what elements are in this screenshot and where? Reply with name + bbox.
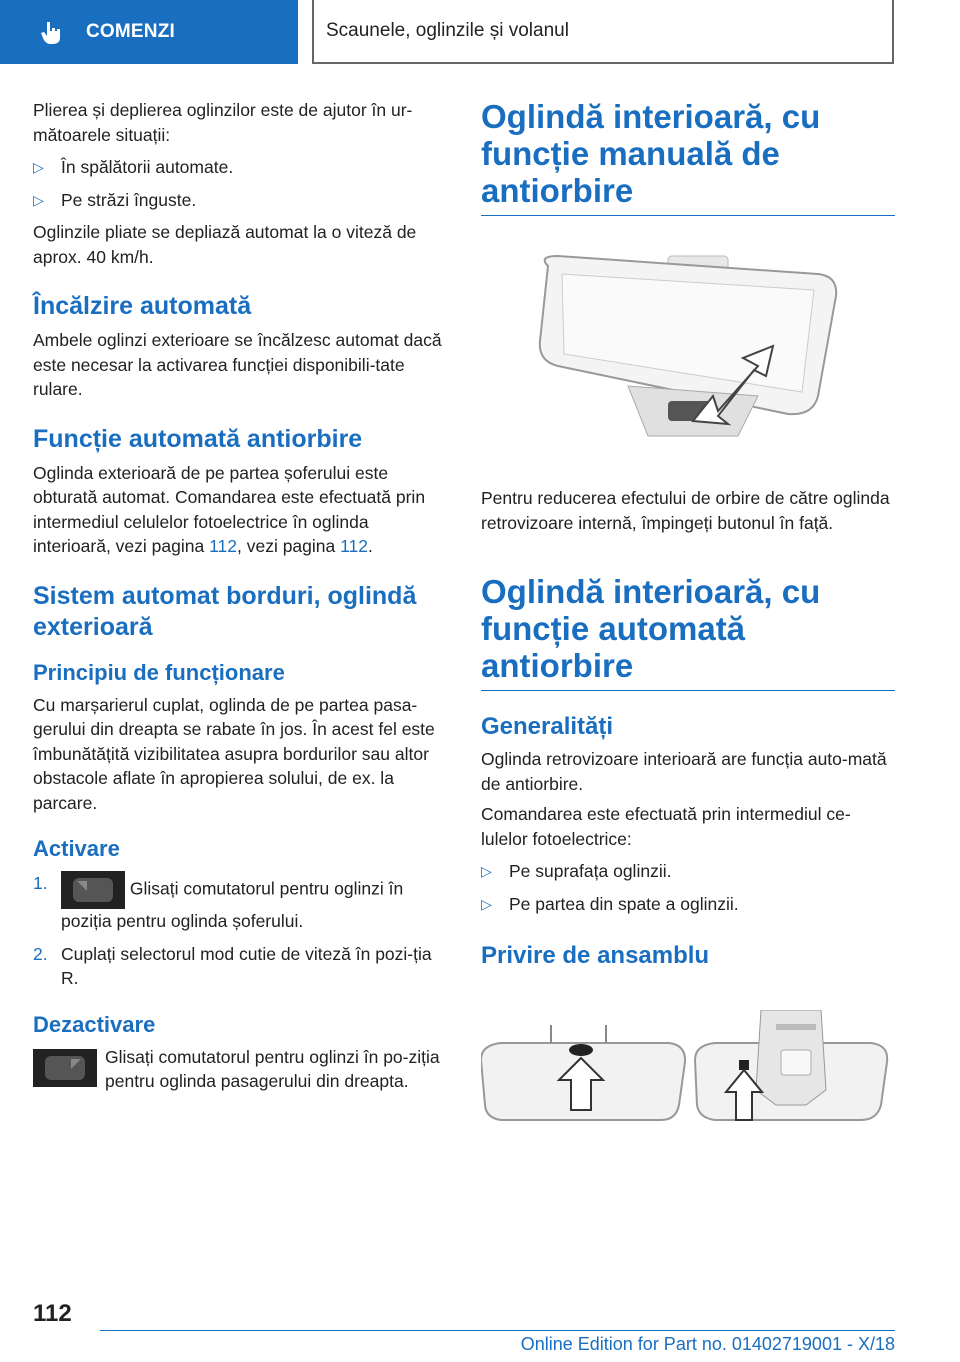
page-link[interactable]: 112 [209, 536, 237, 556]
heading-overview: Privire de ansamblu [481, 942, 710, 969]
text-span: . [368, 536, 373, 556]
rearview-mirror-overview-figure [481, 1010, 895, 1150]
section-header [312, 0, 894, 64]
chapter-tab[interactable] [0, 0, 298, 64]
mirror-switch-icon [33, 1049, 97, 1087]
step-text-span: Glisați comutatorul pentru oglinzi în poziția pentru oglinda șoferului. [61, 878, 404, 931]
step-item [33, 942, 449, 991]
heading-deactivate: Dezactivare [33, 1011, 156, 1037]
heading-principle: Principiu de funcționare [33, 659, 285, 685]
step-text [61, 871, 449, 934]
step-text: Cuplați selectorul mod cutie de viteză în pozi-ția R. [61, 943, 432, 988]
heading-general: Generalități [481, 713, 614, 740]
page-number: 112 [33, 1300, 72, 1327]
general-paragraph-1: Oglinda retrovizoare interioară are funcția auto-mată de antiorbire. [481, 749, 887, 794]
heading-activate: Activare [33, 836, 120, 861]
list-item [33, 188, 449, 213]
list-item-text: Pe străzi înguste. [61, 189, 197, 210]
triangle-bullet-icon: ▷ [33, 191, 44, 208]
list-item [33, 155, 449, 180]
mirror-switch-icon [61, 871, 125, 909]
step-item [33, 871, 449, 934]
section-title: Scaunele, oglinzile și volanul [326, 20, 569, 41]
right-column [481, 98, 895, 1150]
triangle-bullet-icon: ▷ [33, 159, 44, 175]
left-column [33, 98, 449, 1100]
page-link[interactable]: 112 [340, 536, 369, 556]
general-paragraph-2: Comandarea este efectuată prin intermediul ce-lulelor fotoelectrice: [481, 804, 851, 849]
intro-paragraph: Plierea și deplierea oglinzilor este de ajutor în ur-mătoarele situații: [33, 100, 413, 145]
list-item [481, 892, 895, 917]
footer-edition: Online Edition for Part no. 01402719001 - X/18 [520, 1334, 895, 1354]
heading-auto-heating: Încălzire automată [33, 292, 252, 320]
heading-auto-dimming: Funcție automată antiorbire [33, 424, 363, 453]
triangle-bullet-icon: ▷ [481, 863, 492, 879]
principle-paragraph: Cu marșarierul cuplat, oglinda de pe partea pasa-gerului din dreapta se rabate în jos. În acest fel este îmbunătățită vizibilitatea asupra bordurilor sau altor obstacole aflate în apropierea solului, de ex. la parcare. [33, 694, 435, 813]
step-number: 1. [33, 873, 48, 893]
list-item [481, 859, 895, 884]
rearview-mirror-manual-figure [518, 246, 858, 466]
text-span: , vezi pagina [236, 536, 341, 556]
auto-dimming-paragraph [33, 461, 449, 559]
heading-manual-dimming: Oglindă interioară, cu funcție manuală de antiorbire [481, 98, 895, 216]
step-number: 2. [33, 943, 48, 964]
heading-automatic-dimming: Oglindă interioară, cu funcție automată antiorbire [481, 573, 895, 691]
text-span: Oglinda exterioară de pe partea șoferului este obturată automat. Comandarea este efectuată prin intermediul celulelor fotoelectrice în oglinda interioară, vezi pagina [33, 462, 426, 556]
manual-dimming-paragraph: Pentru reducerea efectului de orbire de către oglinda retrovizoare internă, împingeți butonul în față. [481, 488, 890, 533]
footer-divider [100, 1330, 895, 1331]
deactivate-paragraph: Glisați comutatorul pentru oglinzi în po-ziția pentru oglinda pasagerului din dreapta. [105, 1046, 440, 1091]
list-item-text: În spălătorii automate. [61, 157, 234, 177]
triangle-bullet-icon: ▷ [481, 895, 492, 912]
heading-curb-system: Sistem automat borduri, oglindă exterioară [33, 581, 417, 641]
folded-mirrors-paragraph: Oglinzile pliate se depliază automat la o viteză de aprox. 40 km/h. [33, 222, 417, 267]
list-item-text: Pe partea din spate a oglinzii. [509, 893, 739, 914]
deactivate-block [33, 1045, 449, 1094]
hand-pointer-icon [38, 18, 66, 46]
chapter-tab-label: COMENZI [86, 21, 176, 42]
heating-paragraph: Ambele oglinzi exterioare se încălzesc automat dacă este necesar la activarea funcției disponibili-tate rulare. [33, 330, 442, 399]
list-item-text: Pe suprafața oglinzii. [509, 861, 672, 881]
